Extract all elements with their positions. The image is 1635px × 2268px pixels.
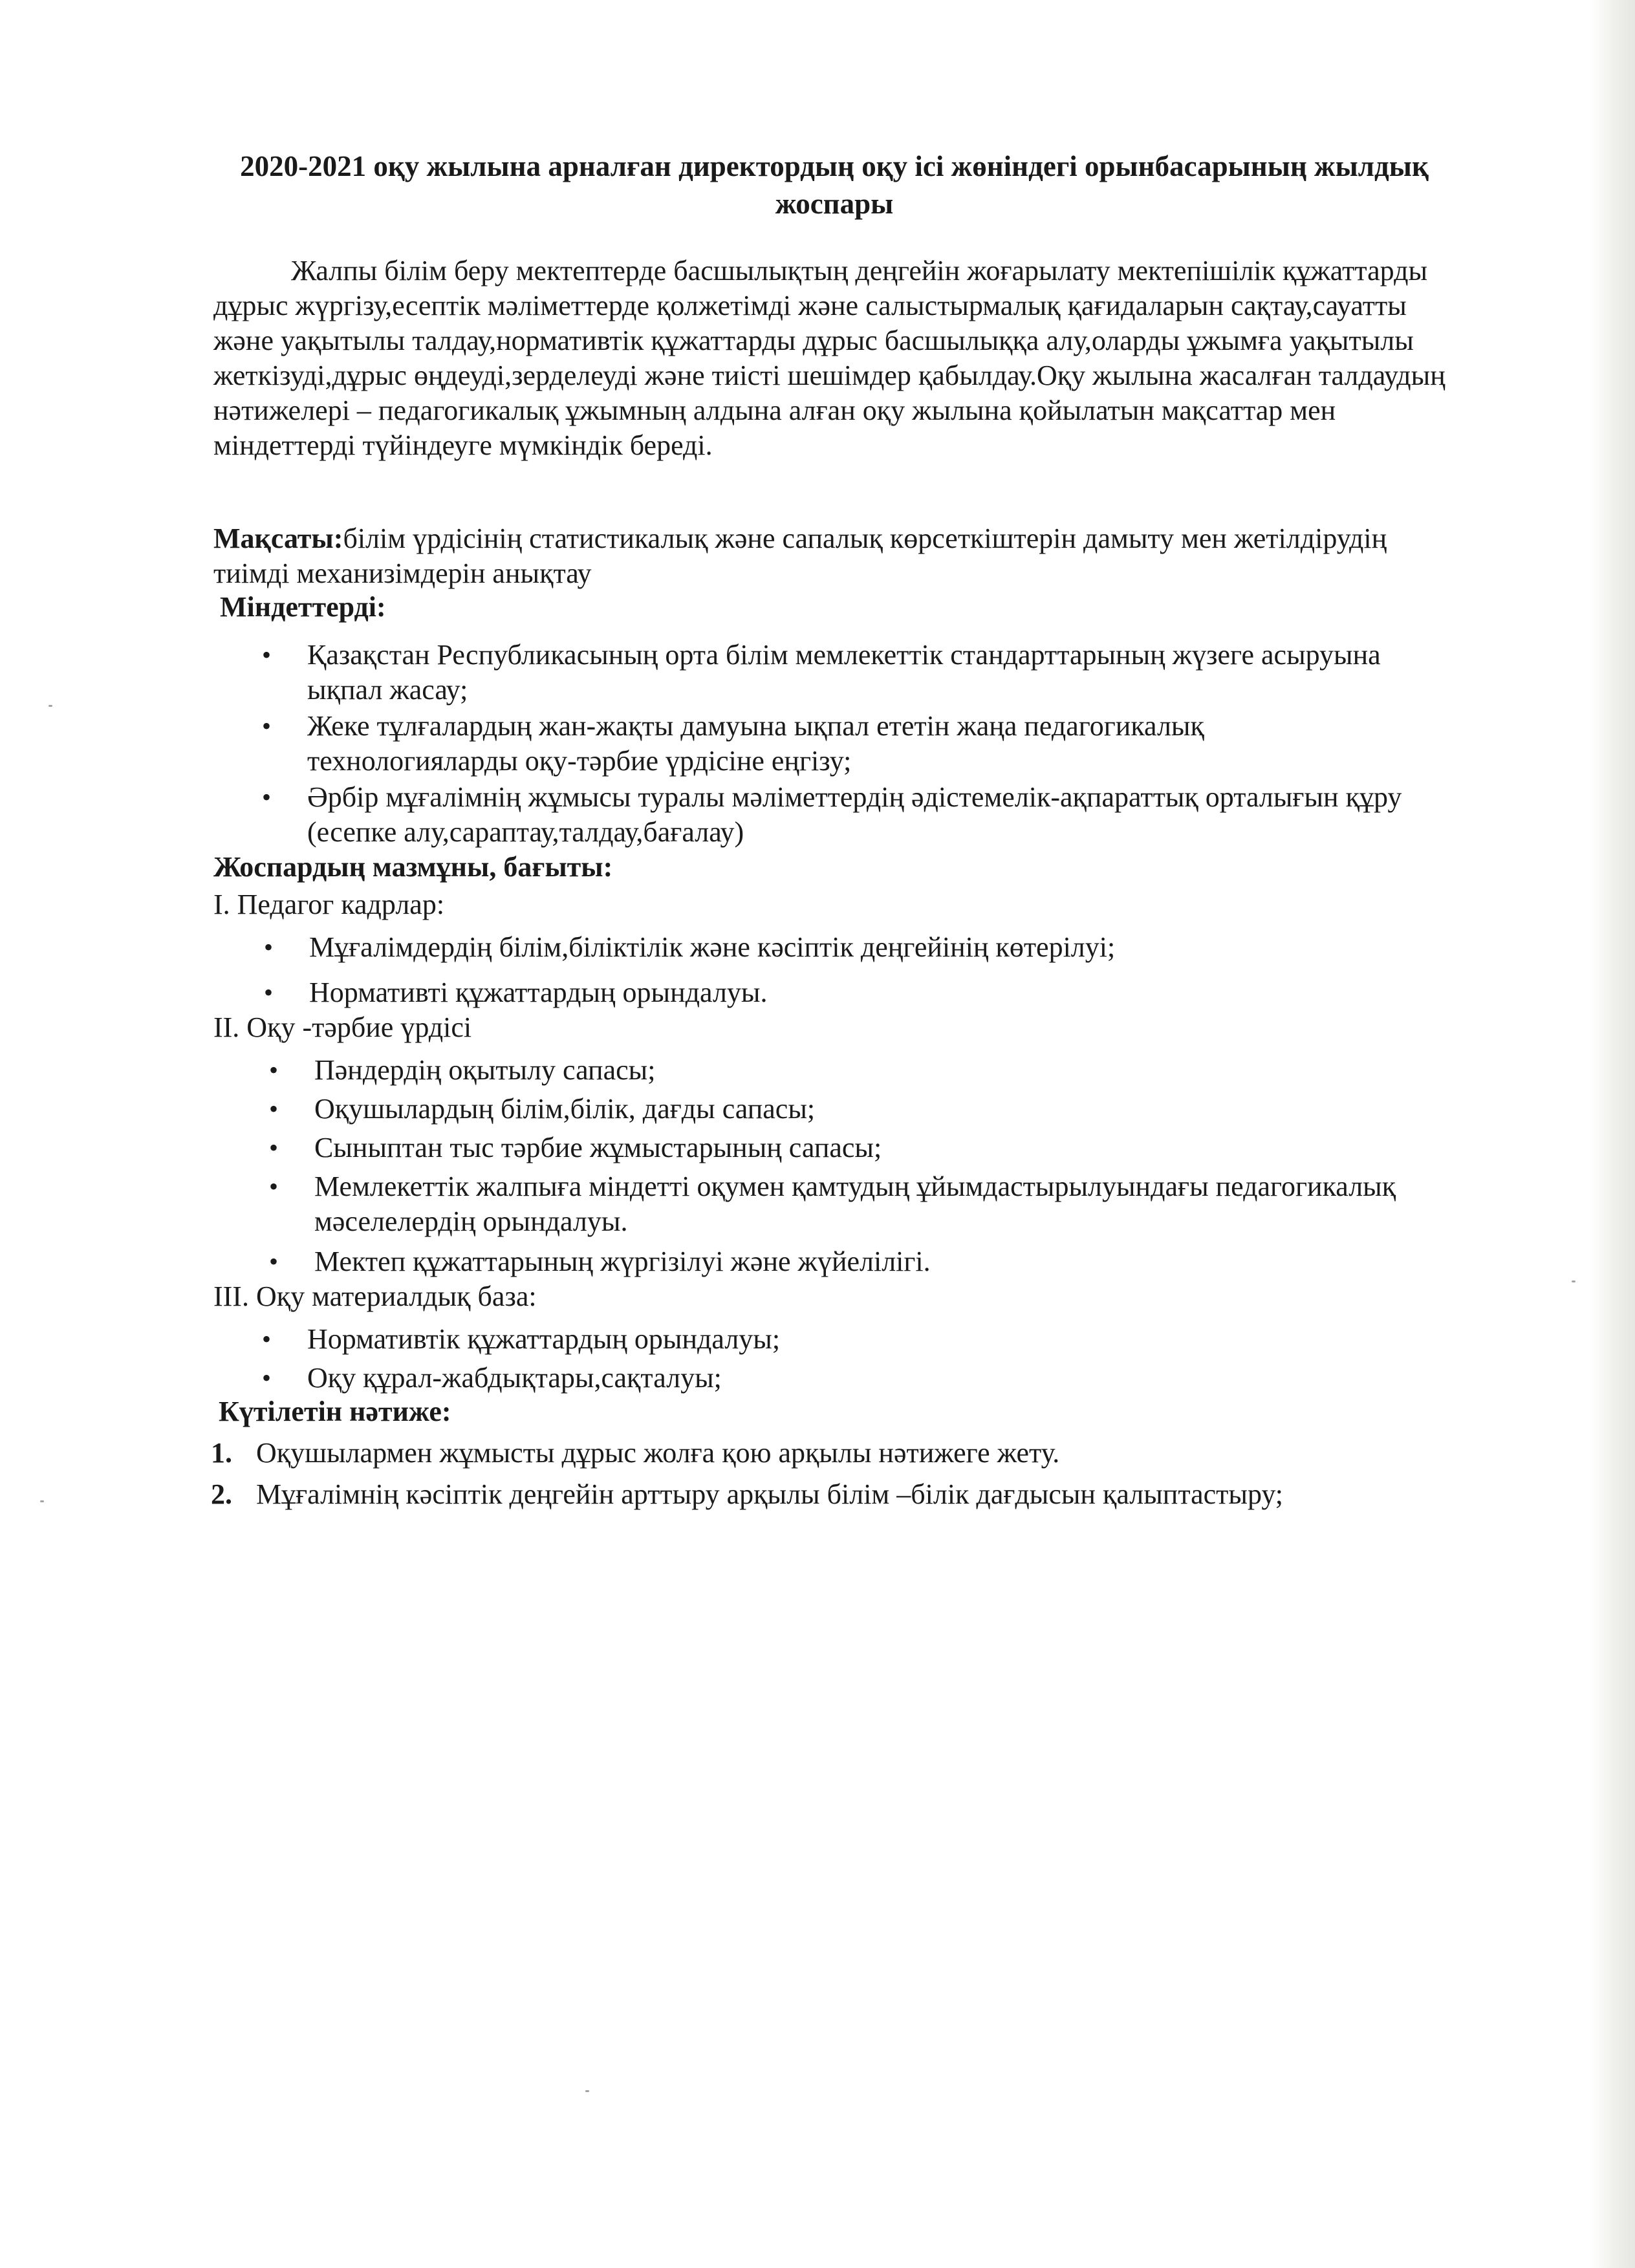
list-item: • Жеке тұлғалардың жан-жақты дамуына ықпал ететін жаңа педагогикалық технологияларды оқу-тәрбие үрдісіне еңгізу;	[262, 709, 1420, 779]
list-item: • Мемлекеттік жалпыға міндетті оқумен қамтудың ұйымдастырылуындағы педагогикалық мәселелердің орындалуы.	[269, 1169, 1433, 1239]
list-item: 1. Оқушылармен жұмысты дұрыс жолға қою арқылы нәтижеге жету.	[211, 1437, 1060, 1469]
bullet-icon: •	[269, 1094, 279, 1123]
scan-shadow-edge	[1590, 0, 1635, 2268]
list-item: 2. Мұғалімнің кәсіптік деңгейін арттыру арқылы білім –білік дағдысын қалыптастыру;	[211, 1478, 1284, 1510]
section1-title: І. Педагог кадрлар:	[213, 889, 445, 920]
results-label: Күтілетін нәтиже:	[219, 1396, 451, 1427]
goal-text: білім үрдісінің статистикалық және сапалық көрсеткіштерін дамыту мен жетілдірудің тиімді механизімдерін анықтау	[213, 523, 1387, 589]
list-item: • Әрбір мұғалімнің жұмысы туралы мәліметтердің әдістемелік-ақпараттық орталығын құру (есепке алу,сараптау,талдау,бағалау)	[262, 780, 1420, 850]
content-label: Жоспардың мазмұны, бағыты:	[213, 851, 613, 883]
bullet-icon: •	[269, 1133, 279, 1162]
scan-speck	[40, 1500, 44, 1502]
section3-title: ІІІ. Оқу материалдық база:	[213, 1280, 537, 1312]
list-item: • Пәндердің оқытылу сапасы;	[269, 1053, 1433, 1088]
bullet-icon: •	[262, 783, 272, 812]
document-title: 2020-2021 оқу жылына арналған директордың оқу ісі жөніндегі орынбасарының жылдық жоспары	[240, 150, 1429, 220]
list-item: • Қазақстан Республикасының орта білім мемлекеттік стандарттарының жүзеге асыруына ықпал жасау;	[262, 638, 1420, 707]
bullet-icon: •	[264, 933, 274, 962]
scan-speck	[49, 705, 52, 707]
list-item: • Нормативтік құжаттардың орындалуы;	[262, 1322, 1426, 1357]
section2-title: ІІ. Оқу -тәрбие үрдісі	[213, 1011, 472, 1043]
scan-speck	[1572, 1280, 1575, 1282]
bullet-icon: •	[262, 711, 272, 740]
list-item: • Оқушылардың білім,білік, дағды сапасы;	[269, 1092, 1433, 1127]
intro-paragraph: Жалпы білім беру мектептерде басшылықтың деңгейін жоғарылату мектепішілік құжаттарды дұрыс жүргізу,есептік мәліметтерде қолжетімді және салыстырмалық қағидаларын сақтау,сауатты және уақытылы талдау,нормативтік құжаттарды дұрыс басшылыққа алу,оларды ұжымға уақытылы жеткізуді,дұрыс өңдеуді,зерделеуді және тиісті шешімдер қабылдау.Оқу жылына жасалған талдаудың нәтижелері – педагогикалық ұжымның алдына алған оқу жылына қойылатын мақсаттар мен міндеттерді түйіндеуге мүмкіндік береді.	[213, 255, 1446, 461]
list-item: • Мектеп құжаттарының жүргізілуі және жүйелілігі.	[269, 1244, 1433, 1279]
list-item: • Нормативті құжаттардың орындалуы.	[264, 975, 1428, 1010]
bullet-icon: •	[269, 1172, 279, 1201]
goal-paragraph	[213, 521, 1462, 591]
tasks-label: Міндеттерді:	[220, 591, 386, 623]
list-item: • Оқу құрал-жабдықтары,сақталуы;	[262, 1361, 1426, 1396]
goal-label: Мақсаты:	[213, 523, 343, 554]
list-item: • Сыныптан тыс тәрбие жұмыстарының сапасы;	[269, 1130, 1433, 1165]
bullet-icon: •	[264, 978, 274, 1007]
bullet-icon: •	[269, 1055, 279, 1085]
list-item: • Мұғалімдердің білім,біліктілік және кәсіптік деңгейінің көтерілуі;	[264, 930, 1428, 965]
bullet-icon: •	[262, 640, 272, 669]
bullet-icon: •	[262, 1363, 272, 1392]
bullet-icon: •	[262, 1324, 272, 1354]
bullet-icon: •	[269, 1247, 279, 1276]
scan-speck	[585, 2090, 589, 2092]
